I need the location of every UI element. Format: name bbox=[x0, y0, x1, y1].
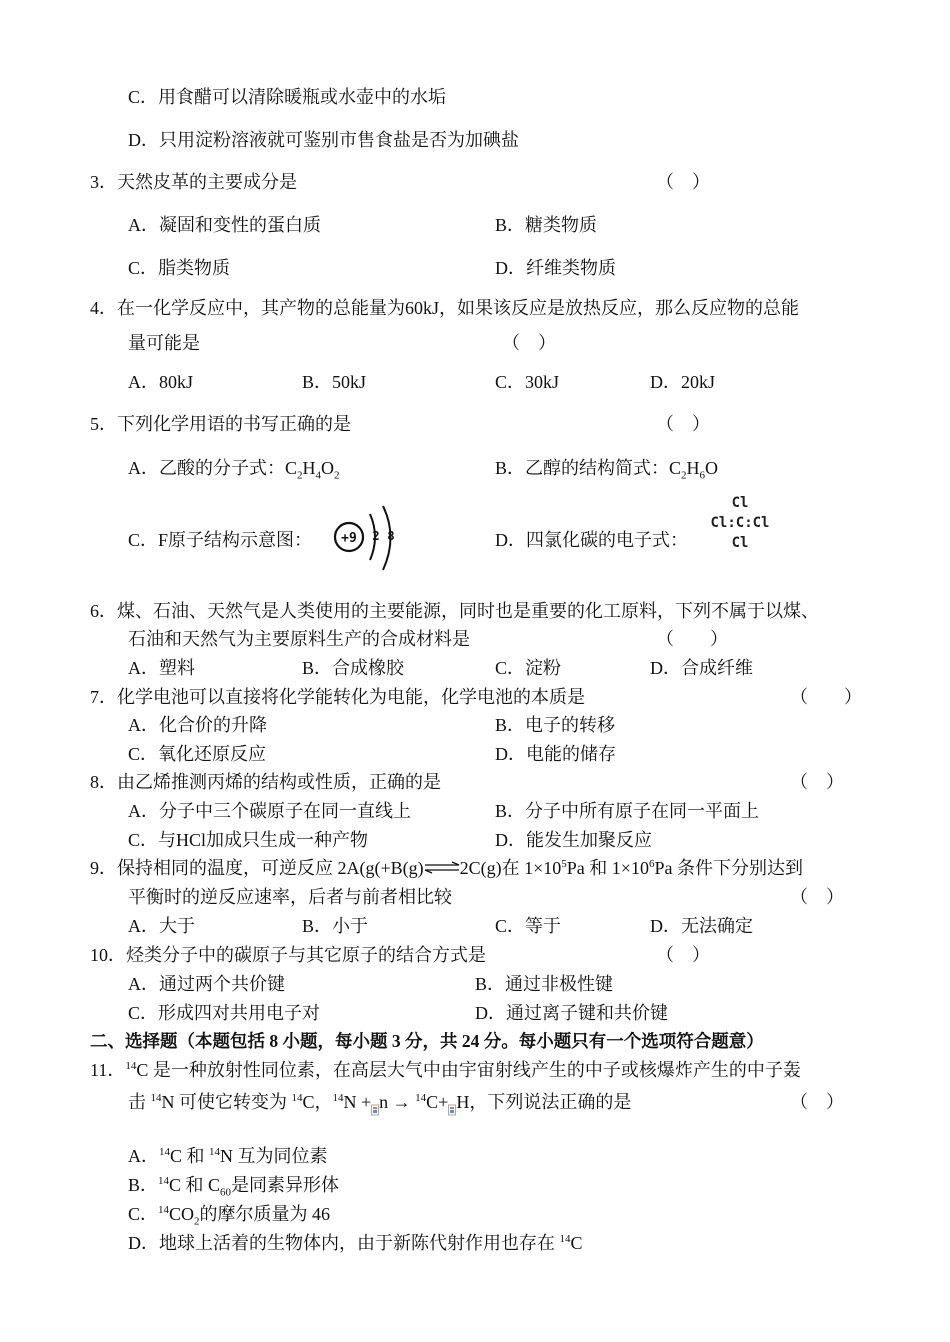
q8-option-c: C．与HCl加成只生成一种产物 bbox=[128, 830, 369, 850]
q11-option-c: C．$^{14}CO_2$的摩尔质量为 46 bbox=[128, 1204, 331, 1228]
q8-answer-paren: （ ） bbox=[790, 772, 844, 792]
q6-stem-line2: 石油和天然气为主要原料生产的合成材料是 bbox=[128, 629, 470, 649]
q11-option-b: B．$^{14}$C 和 $C_{60}$是同素异形体 bbox=[128, 1175, 340, 1199]
q3-stem: 3．天然皮革的主要成分是 bbox=[90, 172, 297, 192]
q6-option-c: C．淀粉 bbox=[495, 658, 562, 678]
q5-option-a: A．乙酸的分子式：$C_2H_4O_2$ bbox=[128, 458, 340, 482]
q3-option-a: A．凝固和变性的蛋白质 bbox=[128, 215, 321, 235]
q4-option-c: C．30kJ bbox=[495, 372, 560, 392]
q6-stem-line1: 6．煤、石油、天然气是人类使用的主要能源，同时也是重要的化工原料，下列不属于以煤、 bbox=[90, 601, 819, 621]
q7-option-d: D．电能的储存 bbox=[495, 744, 616, 764]
q10-option-c: C．形成四对共用电子对 bbox=[128, 1003, 321, 1023]
q4-option-b: B．50kJ bbox=[302, 372, 367, 392]
q6-answer-paren: （ ） bbox=[656, 629, 728, 649]
q8-option-b: B．分子中所有原子在同一平面上 bbox=[495, 801, 760, 821]
q9-option-c: C．等于 bbox=[495, 916, 562, 936]
q7-option-c: C．氧化还原反应 bbox=[128, 744, 267, 764]
q11-stem-line1: 11．$^{14}$C 是一种放射性同位素，在高层大气中由宇宙射线产生的中子或核爆炸产生的中子轰 bbox=[90, 1060, 801, 1080]
q4-option-a: A．80kJ bbox=[128, 372, 194, 392]
q7-option-b: B．电子的转移 bbox=[495, 715, 616, 735]
q6-option-d: D．合成纤维 bbox=[650, 658, 753, 678]
q10-stem: 10．烃类分子中的碳原子与其它原子的结合方式是 bbox=[90, 945, 486, 965]
q2-option-c: C．用食醋可以清除暖瓶或水壶中的水垢 bbox=[128, 87, 447, 107]
q8-option-a: A．分子中三个碳原子在同一直线上 bbox=[128, 801, 411, 821]
ccl4-bottom-cl: Cl bbox=[731, 535, 749, 551]
atom-shell2-electrons: 8 bbox=[387, 529, 395, 543]
q9-stem-line2: 平衡时的逆反应速率，后者与前者相比较 bbox=[128, 887, 452, 907]
q8-option-d: D．能发生加聚反应 bbox=[495, 830, 652, 850]
q5-option-d: D．四氯化碳的电子式： bbox=[495, 530, 688, 550]
q5-option-c: C．F原子结构示意图： bbox=[128, 530, 313, 550]
ccl4-middle-row: Cl:C:Cl bbox=[710, 515, 770, 531]
q3-answer-paren: （ ） bbox=[656, 172, 710, 192]
q6-option-a: A．塑料 bbox=[128, 658, 195, 678]
q5-option-b: B．乙醇的结构简式：$C_2H_6O$ bbox=[495, 458, 719, 482]
q9-answer-paren: （ ） bbox=[790, 887, 844, 907]
q3-option-c: C．脂类物质 bbox=[128, 258, 231, 278]
q4-answer-paren: （ ） bbox=[502, 333, 556, 353]
q4-stem-line2: 量可能是 bbox=[128, 333, 200, 353]
q2-option-d: D．只用淀粉溶液就可鉴别市售食盐是否为加碘盐 bbox=[128, 130, 519, 150]
atom-nucleus-label: +9 bbox=[341, 531, 357, 546]
section2-heading: 二、选择题（本题包括 8 小题，每小题 3 分，共 24 分。每小题只有一个选项符合题意） bbox=[90, 1031, 764, 1051]
q10-option-a: A．通过两个共价键 bbox=[128, 974, 285, 994]
q9-option-a: A．大于 bbox=[128, 916, 195, 936]
q5-answer-paren: （ ） bbox=[656, 414, 710, 434]
q7-option-a: A．化合价的升降 bbox=[128, 715, 267, 735]
q5-stem: 5．下列化学用语的书写正确的是 bbox=[90, 414, 351, 434]
q6-option-b: B．合成橡胶 bbox=[302, 658, 405, 678]
atom-shell1-electrons: 2 bbox=[372, 529, 380, 543]
q10-option-b: B．通过非极性键 bbox=[475, 974, 614, 994]
q11-answer-paren: （ ） bbox=[790, 1092, 844, 1112]
q10-answer-paren: （ ） bbox=[656, 945, 710, 965]
q3-option-b: B．糖类物质 bbox=[495, 215, 598, 235]
q3-option-d: D．纤维类物质 bbox=[495, 258, 616, 278]
q8-stem: 8．由乙烯推测丙烯的结构或性质，正确的是 bbox=[90, 772, 441, 792]
q11-stem-line2: 击 $^{14}$N 可使它转变为 $^{14}$C，$^{14}$N + n → $^{14}$C+ H，下列说法正确的是 bbox=[128, 1091, 631, 1116]
q7-answer-paren: （ ） bbox=[790, 687, 862, 707]
q11-option-d: D．地球上活着的生物体内，由于新陈代射作用也存在 $^{14}$C bbox=[128, 1233, 583, 1253]
ccl4-electron-formula bbox=[700, 490, 780, 554]
broken-image-icon bbox=[371, 1094, 379, 1116]
q9-option-d: D．无法确定 bbox=[650, 916, 753, 936]
q9-stem-line1: 9．保持相同的温度，可逆反应 2A(g(+B(g) 2C(g)在 $1\times 10^5Pa$ 和 $1\times 10^6Pa$ 条件下分别达到 bbox=[90, 858, 803, 878]
q7-stem: 7．化学电池可以直接将化学能转化为电能，化学电池的本质是 bbox=[90, 687, 585, 707]
q9-option-b: B．小于 bbox=[302, 916, 369, 936]
q10-option-d: D．通过离子键和共价键 bbox=[475, 1003, 668, 1023]
q11-option-a: A．$^{14}$C 和 $^{14}$N 互为同位素 bbox=[128, 1146, 328, 1166]
q4-option-d: D．20kJ bbox=[650, 372, 716, 392]
ccl4-top-cl: Cl bbox=[731, 495, 749, 511]
q4-stem-line1: 4．在一化学反应中，其产物的总能量为60kJ，如果该反应是放热反应，那么反应物的总能 bbox=[90, 298, 800, 318]
reversible-reaction-arrow-icon bbox=[424, 861, 460, 875]
fluorine-atom-structure-diagram bbox=[330, 500, 410, 578]
